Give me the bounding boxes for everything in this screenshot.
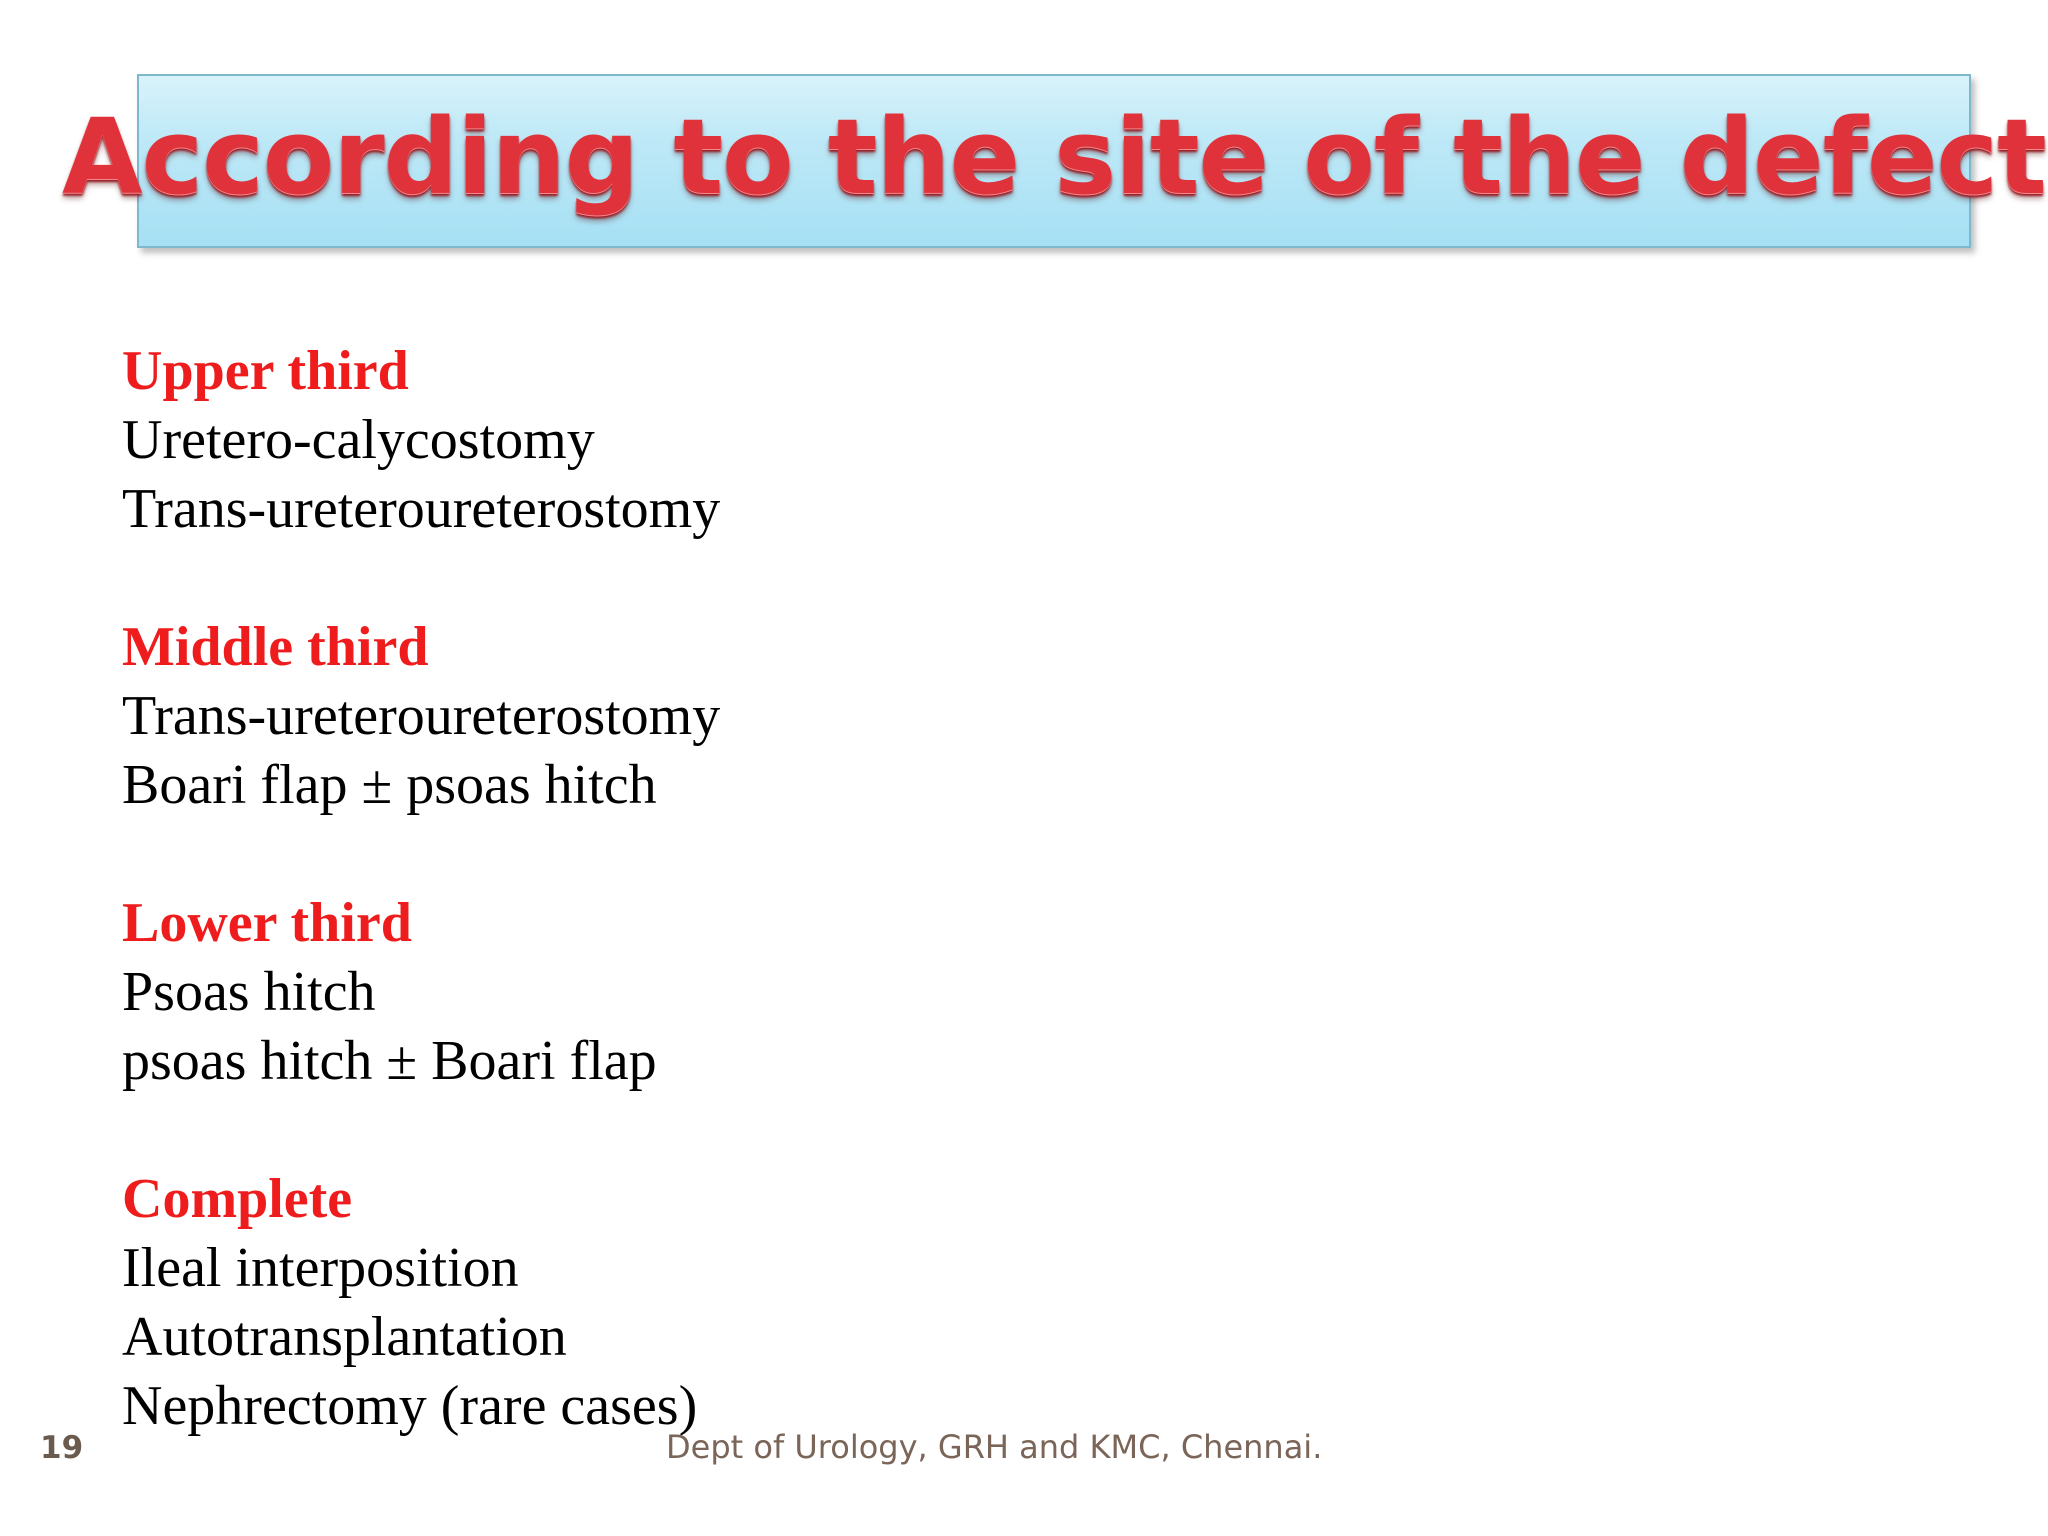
list-item: Nephrectomy (rare cases) <box>122 1375 698 1437</box>
section-lower-third <box>122 889 1322 1096</box>
section-heading: Middle third <box>122 616 429 678</box>
list-item: Psoas hitch <box>122 961 376 1023</box>
list-item: Trans-ureteroureterostomy <box>122 478 721 540</box>
section-heading: Complete <box>122 1168 353 1230</box>
section-middle-third <box>122 613 1322 820</box>
section-complete <box>122 1165 1322 1441</box>
list-item: Trans-ureteroureterostomy <box>122 685 721 747</box>
list-item: Uretero-calycostomy <box>122 409 595 471</box>
section-upper-third <box>122 337 1322 544</box>
list-item: Autotransplantation <box>122 1306 567 1368</box>
content-body <box>122 337 1322 1441</box>
section-heading: Lower third <box>122 892 412 954</box>
spacer <box>122 820 1322 889</box>
spacer <box>122 1096 1322 1165</box>
list-item: Ileal interposition <box>122 1237 519 1299</box>
list-item: psoas hitch ± Boari flap <box>122 1030 657 1092</box>
list-item: Boari flap ± psoas hitch <box>122 754 657 816</box>
footer-department: Dept of Urology, GRH and KMC, Chennai. <box>666 1428 1323 1466</box>
section-heading: Upper third <box>122 340 409 402</box>
page-number: 19 <box>40 1430 84 1466</box>
spacer <box>122 544 1322 613</box>
slide-title: According to the site of the defect <box>62 96 2046 218</box>
title-banner <box>62 74 2046 248</box>
